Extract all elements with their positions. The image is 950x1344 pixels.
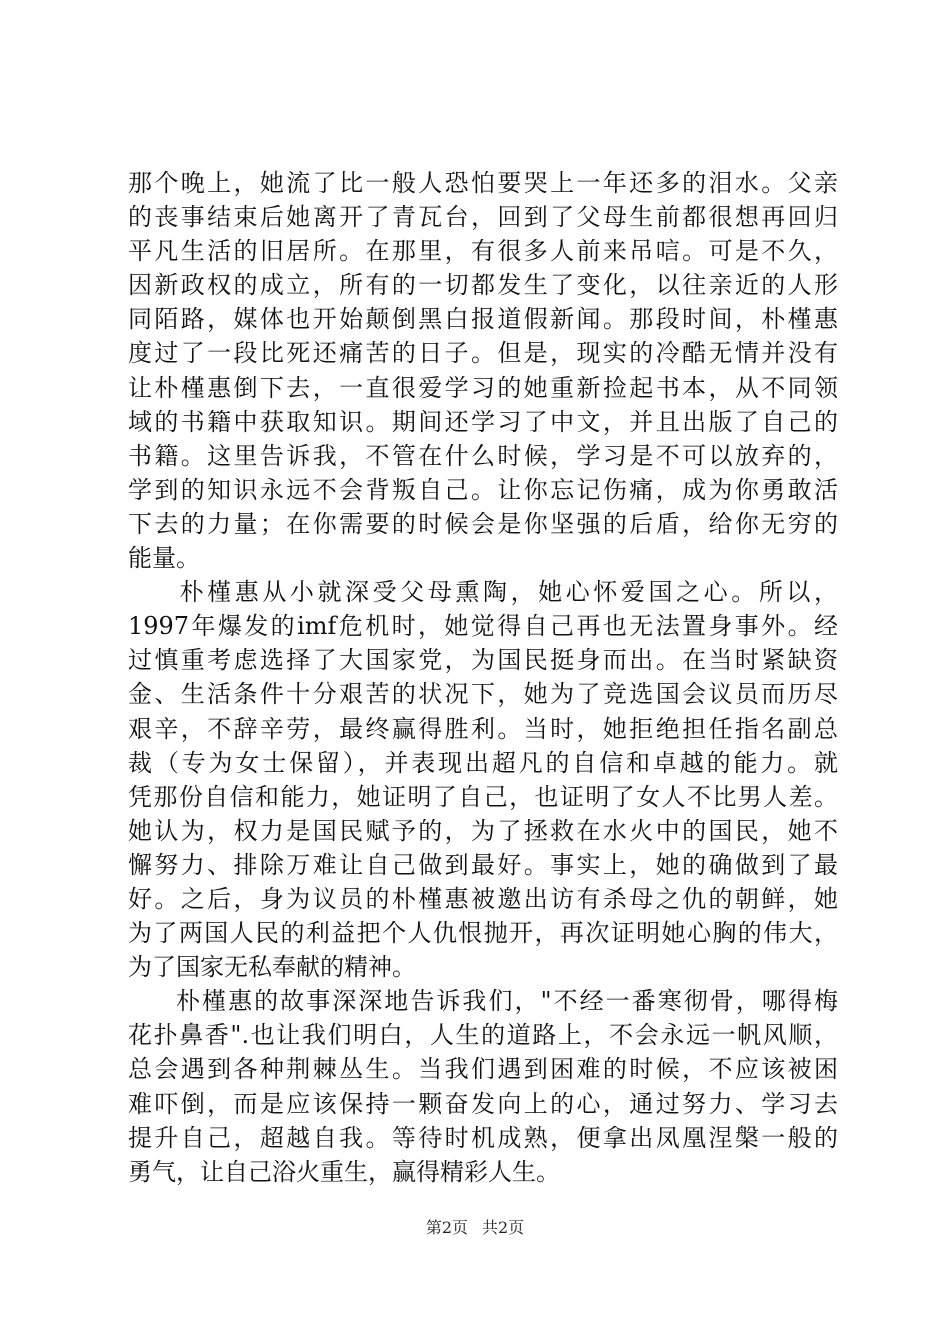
page-footer [0, 1218, 950, 1238]
paragraph-1-line-5: 同陌路，媒体也开始颠倒黑白报道假新闻。那段时间，朴槿惠 [128, 305, 838, 334]
paragraph-2-line-9: 懈努力、排除万难让自己做到最好。事实上，她的确做到了最 [128, 850, 838, 879]
page-total: 共2页 [482, 1218, 525, 1237]
body-text [128, 166, 838, 1189]
paragraph-2-line-10: 好。之后，身为议员的朴槿惠被邀出访有杀母之仇的朝鲜，她 [128, 884, 838, 913]
paragraph-1-line-9: 书籍。这里告诉我，不管在什么时候，学习是不可以放弃的， [128, 441, 838, 470]
paragraph-2-line-5: 艰辛，不辞辛劳，最终赢得胜利。当时，她拒绝担任指名副总 [128, 714, 838, 743]
paragraph-2-line-4: 金、生活条件十分艰苦的状况下，她为了竞选国会议员而历尽 [128, 680, 838, 709]
paragraph-1-line-1: 那个晚上，她流了比一般人恐怕要哭上一年还多的泪水。父亲 [128, 169, 838, 197]
paragraph-2-line-12: 为了国家无私奉献的精神。 [128, 953, 416, 982]
paragraph-3-line-2: 花扑鼻香".也让我们明白，人生的道路上，不会永远一帆风顺， [128, 1021, 838, 1050]
paragraph-3-line-6: 勇气，让自己浴火重生，赢得精彩人生。 [128, 1157, 560, 1186]
paragraph-1-line-6: 度过了一段比死还痛苦的日子。但是，现实的冷酷无情并没有 [128, 339, 838, 368]
paragraph-1-line-12: 能量。 [128, 544, 200, 573]
paragraph-1-line-4: 因新政权的成立，所有的一切都发生了变化，以往亲近的人形 [128, 271, 838, 300]
paragraph-2-line-1: 朴槿惠从小就深受父母熏陶，她心怀爱国之心。所以， [152, 578, 838, 607]
paragraph-1-line-7: 让朴槿惠倒下去，一直很爱学习的她重新捡起书本，从不同领 [128, 373, 838, 402]
paragraph-2-line-6: 裁（专为女士保留），并表现出超凡的自信和卓越的能力。就 [128, 748, 838, 777]
paragraph-1-line-2: 的丧事结束后她离开了青瓦台，回到了父母生前都很想再回归 [128, 203, 838, 232]
paragraph-2-line-11: 为了两国人民的利益把个人仇恨抛开，再次证明她心胸的伟大， [128, 919, 838, 948]
paragraph-1-line-11: 下去的力量；在你需要的时候会是你坚强的后盾，给你无穷的 [128, 509, 838, 538]
paragraph-2-line-2: 1997年爆发的imf危机时，她觉得自己再也无法置身事外。经 [128, 612, 838, 641]
paragraph-3-line-4: 难吓倒，而是应该保持一颗奋发向上的心，通过努力、学习去 [128, 1089, 838, 1118]
paragraph-2-line-7: 凭那份自信和能力，她证明了自己，也证明了女人不比男人差。 [128, 782, 838, 811]
paragraph-1-line-8: 域的书籍中获取知识。期间还学习了中文，并且出版了自己的 [128, 407, 838, 436]
paragraph-2-line-3: 过慎重考虑选择了大国家党，为国民挺身而出。在当时紧缺资 [128, 646, 838, 675]
paragraph-3-line-3: 总会遇到各种荆棘丛生。当我们遇到困难的时候，不应该被困 [128, 1055, 838, 1084]
paragraph-3-line-5: 提升自己，超越自我。等待时机成熟，便拿出凤凰涅槃一般的 [128, 1123, 838, 1152]
paragraph-1-line-10: 学到的知识永远不会背叛自己。让你忘记伤痛，成为你勇敢活 [128, 475, 838, 504]
page-number: 第2页 [425, 1218, 468, 1237]
paragraph-1-line-3: 平凡生活的旧居所。在那里，有很多人前来吊唁。可是不久， [128, 237, 838, 266]
paragraph-2-line-8: 她认为，权力是国民赋予的，为了拯救在水火中的国民，她不 [128, 816, 838, 845]
paragraph-3-line-1: 朴槿惠的故事深深地告诉我们，"不经一番寒彻骨，哪得梅 [176, 987, 838, 1016]
